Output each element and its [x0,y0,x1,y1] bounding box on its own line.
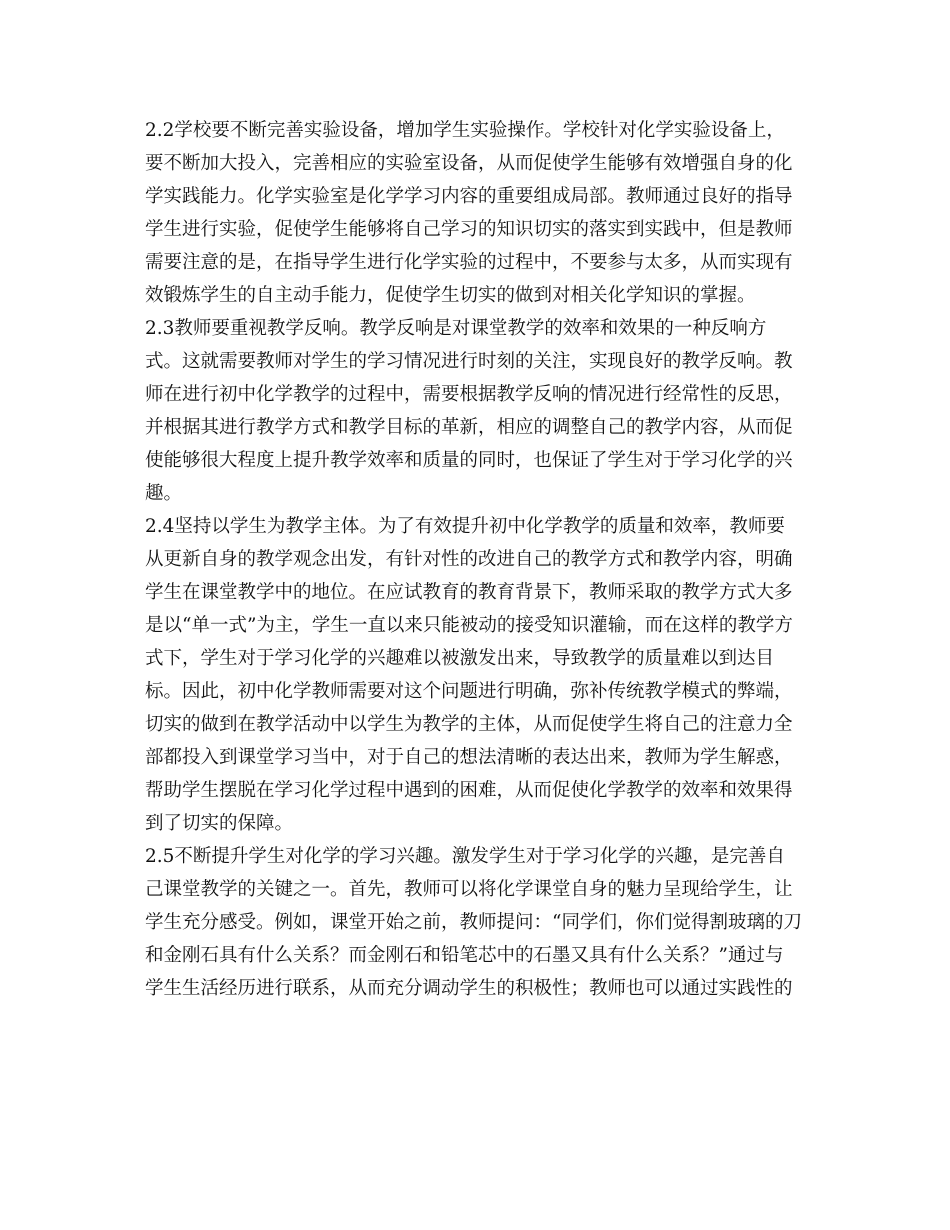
text-line: 到了切实的保障。 [145,813,294,834]
text-line: 2.2学校要不断完善实验设备，增加学生实验操作。学校针对化学实验设备上， [145,120,785,141]
text-line: 师在进行初中化学教学的过程中，需要根据教学反响的情况进行经常性的反思， [145,384,793,405]
text-line: 并根据其进行教学方式和教学目标的革新，相应的调整自己的教学内容，从而促 [145,417,793,438]
text-line: 学实践能力。化学实验室是化学学习内容的重要组成局部。教师通过良好的指导 [145,186,793,207]
text-line: 是以“单一式”为主，学生一直以来只能被动的接受知识灌输，而在这样的教学方 [145,615,793,636]
text-line: 学生充分感受。例如，课堂开始之前，教师提问：“同学们，你们觉得割玻璃的刀 [145,912,802,933]
text-line: 效锻炼学生的自主动手能力，促使学生切实的做到对相关化学知识的掌握。 [145,285,756,306]
text-line: 2.3教师要重视教学反响。教学反响是对课堂教学的效率和效果的一种反响方 [145,318,767,339]
paragraph-2-3 [145,312,805,510]
text-line: 学生进行实验，促使学生能够将自己学习的知识切实的落实到实践中，但是教师 [145,219,793,240]
text-line: 部都投入到课堂学习当中，对于自己的想法清晰的表达出来，教师为学生解惑， [145,747,793,768]
paragraph-2-5 [145,840,805,1005]
text-line: 从更新自身的教学观念出发，有针对性的改进自己的教学方式和教学内容，明确 [145,549,793,570]
text-line: 使能够很大程度上提升教学效率和质量的同时，也保证了学生对于学习化学的兴 [145,450,793,471]
text-line: 学生在课堂教学中的地位。在应试教育的教育背景下，教师采取的教学方式大多 [145,582,793,603]
text-line: 2.4坚持以学生为教学主体。为了有效提升初中化学教学的质量和效率，教师要 [145,516,785,537]
paragraph-2-2 [145,114,805,312]
text-line: 式下，学生对于学习化学的兴趣难以被激发出来，导致教学的质量难以到达目 [145,648,775,669]
text-line: 标。因此，初中化学教师需要对这个问题进行明确，弥补传统教学模式的弊端， [145,681,793,702]
document-body [145,114,805,1005]
paragraph-2-4 [145,510,805,840]
text-line: 学生生活经历进行联系，从而充分调动学生的积极性；教师也可以通过实践性的 [145,978,793,999]
text-line: 要不断加大投入，完善相应的实验室设备，从而促使学生能够有效增强自身的化 [145,153,793,174]
text-line: 帮助学生摆脱在学习化学过程中遇到的困难，从而促使化学教学的效率和效果得 [145,780,793,801]
text-line: 2.5不断提升学生对化学的学习兴趣。激发学生对于学习化学的兴趣，是完善自 [145,846,785,867]
text-line: 和金刚石具有什么关系？而金刚石和铅笔芯中的石墨又具有什么关系？”通过与 [145,945,784,966]
text-line: 式。这就需要教师对学生的学习情况进行时刻的关注，实现良好的教学反响。教 [145,351,793,372]
text-line: 需要注意的是，在指导学生进行化学实验的过程中，不要参与太多，从而实现有 [145,252,793,273]
text-line: 己课堂教学的关键之一。首先，教师可以将化学课堂自身的魅力呈现给学生，让 [145,879,793,900]
text-line: 切实的做到在教学活动中以学生为教学的主体，从而促使学生将自己的注意力全 [145,714,793,735]
text-line: 趣。 [145,483,183,504]
